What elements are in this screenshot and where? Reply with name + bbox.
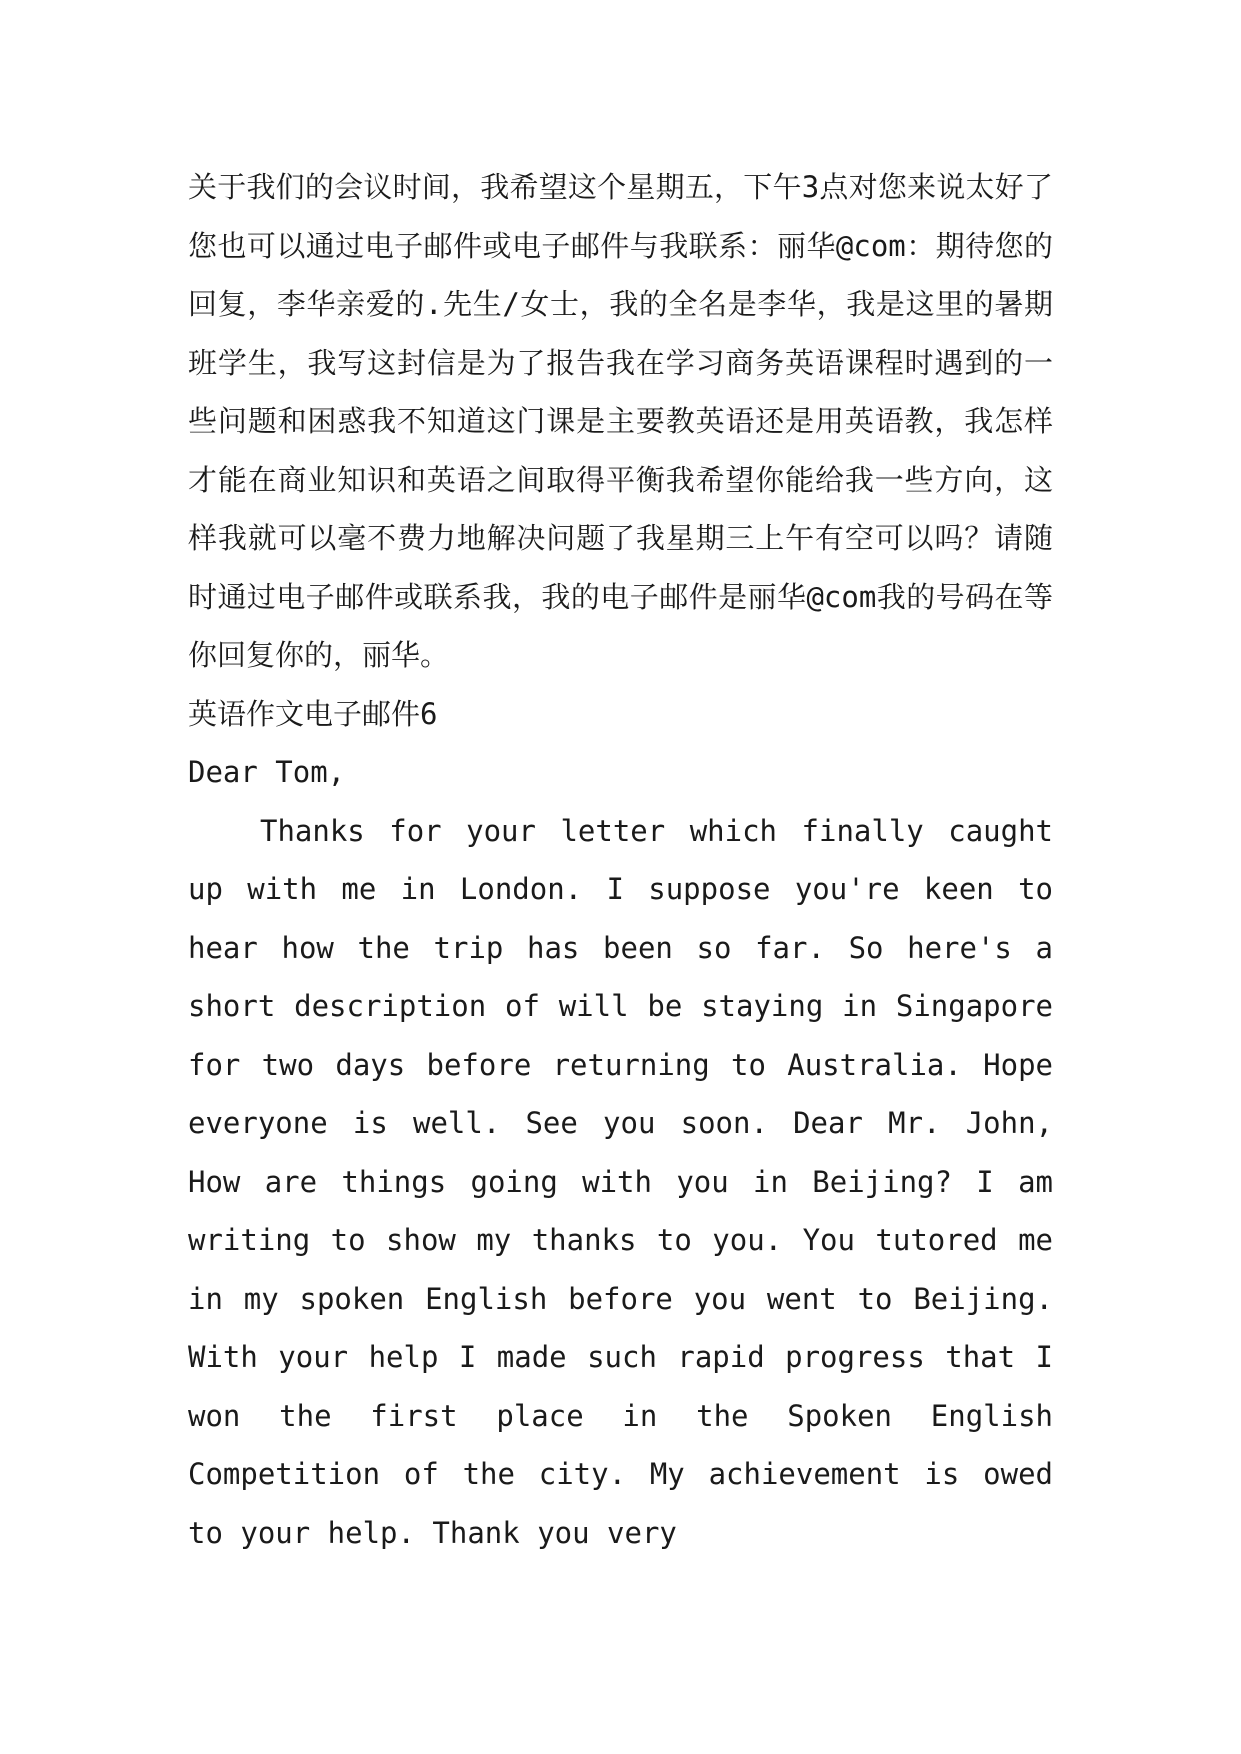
section-heading: 英语作文电子邮件6	[188, 696, 438, 731]
english-paragraph: Thanks for your letter which finally caught up with me in London. I suppose you're keen to hear how the trip has been so far. So here's a short description of will be staying in Singapore for two days before returning to Australia. Hope everyone is well. See you soon. Dear Mr. John, How are things going with you in Beijing? I am writing to show my thanks to you. You tutored me in my spoken English before you went to Beijing. With your help I made such rapid progress that I won the first place in the Spoken English Competition of the city. My achievement is owed to your help. Thank you very	[188, 813, 1053, 1550]
document-body	[188, 158, 1053, 1562]
letter-salutation: Dear Tom,	[188, 755, 346, 789]
chinese-paragraph: 关于我们的会议时间，我希望这个星期五，下午3点对您来说太好了您也可以通过电子邮件或电子邮件与我联系：丽华@com：期待您的回复，李华亲爱的.先生/女士，我的全名是李华，我是这里的暑期班学生，我写这封信是为了报告我在学习商务英语课程时遇到的一些问题和困惑我不知道这门课是主要教英语还是用英语教，我怎样才能在商业知识和英语之间取得平衡我希望你能给我一些方向，这样我就可以毫不费力地解决问题了我星期三上午有空可以吗？请随时通过电子邮件或联系我，我的电子邮件是丽华@com我的号码在等你回复你的，丽华。	[188, 170, 1053, 672]
